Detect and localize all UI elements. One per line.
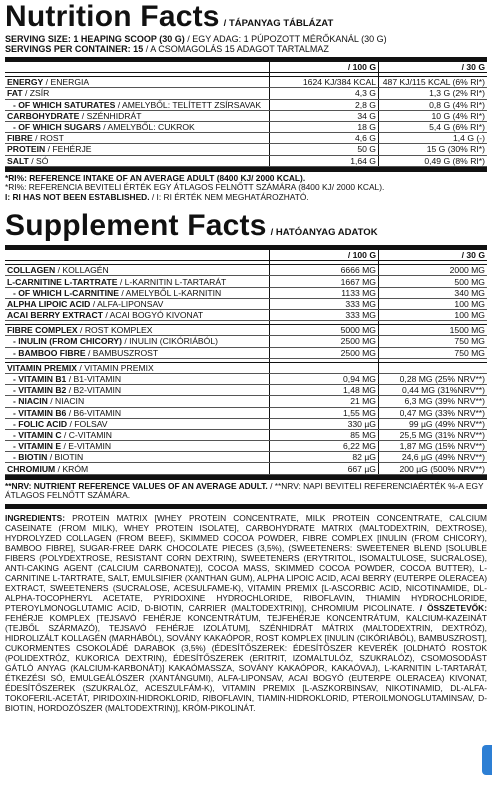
nutrient-name-hu: / SZÉNHIDRÁT — [79, 110, 142, 121]
nutrient-name-en: PROTEIN — [7, 144, 46, 155]
ingredient-name-en: ALPHA LIPOIC ACID — [7, 298, 91, 309]
nutrition-title: Nutrition Facts — [5, 0, 220, 33]
value-100g: 82 µG — [270, 452, 379, 463]
ri-note-bold: I: RI HAS NOT BEEN ESTABLISHED. — [5, 192, 150, 203]
ingredient-name-hu: / NIACIN — [47, 396, 85, 407]
value-30g: 6,3 MG (39% NRV**) — [379, 396, 488, 407]
ingredients-label-hu: / ÖSSZETEVŐK: — [419, 603, 488, 614]
ingredient-name-en: - VITAMIN B6 — [13, 407, 67, 418]
label-panel — [5, 0, 487, 713]
supplement-row — [5, 347, 487, 358]
ingredient-name-hu: / B1-VITAMIN — [66, 374, 122, 385]
value-100g: 50 G — [270, 144, 379, 155]
nutrition-row — [5, 121, 487, 132]
ingredient-name-en: L-CARNITINE L-TARTRATE — [7, 276, 118, 287]
header-blank — [5, 62, 270, 73]
nutrient-name — [5, 77, 270, 88]
supplement-table-header — [5, 250, 487, 261]
header-blank — [5, 250, 270, 261]
nutrient-name — [5, 144, 270, 155]
ingredient-name — [5, 396, 270, 407]
ingredients-hu: FEHÉRJE KOMPLEX [TEJSAVÓ FEHÉRJE KONCENTRÁTUM, TEJFEHÉRJE KONCENTRÁTUM, KALCIUM-KAZEINÁT (TEJBŐL SZÁRMAZÓ), TEJSAVÓ FEHÉRJE IZOLÁTUM], SZÉNHIDRÁT MÁTRIX (MALTODEXTRIN, DEXTRÓZ), HIDROLIZÁLT KOLLAGÉN (MARHÁBÓL), SOVÁNY KAKAÓPOR, ROST KOMPLEX [INULIN (CIKÓRIÁBÓL), BAMBUSZROST], CUKORMENTES CSOKOLÁDÉ DARABOK (3,5%) (ÉDESÍTŐSZEREK: ÉDESÍTŐSZER KEVERÉK [OLDHATÓ ROSTOK (POLIDEXTRÓZ, KUKORICA DEXTRIN), ÉDESÍTŐSZEREK (ERITRIT, IZOMALTULÓZ, SZUKRALÓZ), CSOMOSODÁST GÁTLÓ ANYAG (KALCIUM-KARBONÁT)] KAKAÓMASSZA, SOVÁNY KAKAÓPOR, KAKAÓVAJ), L-KARNITIN L-TARTARÁT, ÉTKEZÉSI SÓ, EMULGEÁLÓSZER (XANTÁNGUMI), ALFA-LIPONSAV, ACAI BOGYÓ (EUTERPE OLERACEA) KIVONAT, ÉDESÍTŐSZEREK (SZUKRALÓZ, ACESZULFÁM-K), VITAMIN PREMIX [L-ASZKORBINSAV, NIKOTINAMID, DL-ALFA-TOKOFERIL-ACETÁT, PIRIDOXIN-HIDROKLORID, RIBOFLAVIN, TIAMIN-HIDROKLORID, PTEROILMONOGLUTAMINSAV, D-BIOTIN, HORDOZÓSZER (MALTODEXTRIN)], KRÓM-PIKOLINÁT. — [5, 613, 487, 714]
supplement-row — [5, 336, 487, 347]
ingredient-name-en: - INULIN (FROM CHICORY) — [13, 336, 122, 347]
divider — [5, 504, 487, 509]
supplement-row — [5, 298, 487, 309]
ingredient-name-en: - VITAMIN C — [13, 429, 62, 440]
value-30g: 1,4 G (-) — [379, 133, 488, 144]
serving-size-hu: / EGY ADAG: 1 PÚPOZOTT MÉRŐKANÁL (30 G) — [184, 34, 387, 44]
value-100g: 34 G — [270, 110, 379, 121]
value-30g: 1,87 MG (15% NRV**) — [379, 441, 488, 452]
value-100g: 1133 MG — [270, 287, 379, 298]
nrv-note-en: **NRV: NUTRIENT REFERENCE VALUES OF AN AVERAGE ADULT. — [5, 480, 268, 491]
supplement-row — [5, 265, 487, 276]
ingredient-name-hu: / KRÓM — [55, 463, 89, 474]
ingredient-name-en: - BAMBOO FIBRE — [13, 347, 86, 358]
nutrition-row — [5, 88, 487, 99]
value-100g: 333 MG — [270, 310, 379, 321]
nutrition-row — [5, 77, 487, 88]
ingredient-name — [5, 463, 270, 474]
supplement-row — [5, 287, 487, 298]
ingredient-name-en: ACAI BERRY EXTRACT — [7, 310, 103, 321]
nutrient-name-en: SALT — [7, 155, 29, 166]
value-100g: 21 MG — [270, 396, 379, 407]
ingredient-name — [5, 265, 270, 276]
value-100g: 330 µG — [270, 418, 379, 429]
ingredient-name — [5, 336, 270, 347]
value-30g: 500 MG — [379, 276, 488, 287]
supplement-row — [5, 325, 487, 336]
nutrient-name-hu: / ENERGIA — [43, 77, 90, 88]
nutrient-name-hu: / ROST — [32, 133, 64, 144]
value-100g: 5000 MG — [270, 325, 379, 336]
divider — [5, 167, 487, 172]
value-30g: 0,44 MG (31%NRV**) — [379, 385, 488, 396]
ingredient-name — [5, 287, 270, 298]
nutrient-name-hu: / ZSÍR — [22, 88, 50, 99]
nutrient-name-en: FAT — [7, 88, 23, 99]
ingredient-name-en: - VITAMIN E — [13, 441, 62, 452]
nutrient-name-en: FIBRE — [7, 133, 33, 144]
value-30g: 10 G (4% RI*) — [379, 110, 488, 121]
value-30g: 0,8 G (4% RI*) — [379, 99, 488, 110]
value-100g: 4,3 G — [270, 88, 379, 99]
ingredient-name — [5, 407, 270, 418]
supplement-row — [5, 429, 487, 440]
nutrition-row — [5, 144, 487, 155]
ingredient-name-hu: / ALFA-LIPONSAV — [90, 298, 164, 309]
ingredient-name — [5, 298, 270, 309]
supplement-table — [5, 250, 487, 475]
nutrient-name-en: - OF WHICH SUGARS — [13, 122, 101, 133]
nutrient-name-hu: / SÓ — [28, 155, 49, 166]
divider — [5, 475, 487, 480]
ingredient-name-en: - BIOTIN — [13, 452, 48, 463]
nutrient-name — [5, 121, 270, 132]
value-30g: 25,5 MG (31% NRV**) — [379, 429, 488, 440]
value-30g: 100 MG — [379, 298, 488, 309]
ri-note-text: / I: RI ÉRTÉK NEM MEGHATÁROZHATÓ. — [149, 192, 309, 203]
serving-size — [5, 34, 487, 44]
supplement-row — [5, 385, 487, 396]
value-30g: 0,28 MG (25% NRV**) — [379, 373, 488, 384]
serving-size-label: SERVING SIZE: 1 HEAPING SCOOP (30 G) — [5, 34, 185, 44]
ingredient-name-hu: / ACAI BOGYÓ KIVONAT — [102, 310, 204, 321]
supplement-row — [5, 463, 487, 474]
value-100g: 1667 MG — [270, 276, 379, 287]
ingredient-name-hu: / BAMBUSZROST — [85, 347, 159, 358]
ri-notes — [5, 174, 487, 203]
value-100g: 1,55 MG — [270, 407, 379, 418]
value-30g: 5,4 G (6% RI*) — [379, 121, 488, 132]
ingredient-name — [5, 373, 270, 384]
nutrient-name — [5, 110, 270, 121]
ri-note-line — [5, 193, 487, 203]
ingredient-name — [5, 347, 270, 358]
ingredient-name-en: VITAMIN PREMIX — [7, 362, 78, 373]
ingredient-name-hu: / E-VITAMIN — [61, 441, 112, 452]
ingredient-name-hu: / BIOTIN — [47, 452, 84, 463]
value-100g: 85 MG — [270, 429, 379, 440]
nutrient-name — [5, 155, 270, 166]
nutrient-name — [5, 88, 270, 99]
value-100g: 1624 KJ/384 KCAL — [270, 77, 379, 88]
value-100g: 1,64 G — [270, 155, 379, 166]
ingredient-name — [5, 276, 270, 287]
supplement-row — [5, 396, 487, 407]
value-30g: 0,49 G (8% RI*) — [379, 155, 488, 166]
value-30g: 0,47 MG (33% NRV**) — [379, 407, 488, 418]
value-30g: 487 KJ/115 KCAL (6% RI*) — [379, 77, 488, 88]
value-100g: 6,22 MG — [270, 441, 379, 452]
ri-note-text: *RI%: REFERENCIA BEVITELI ÉRTÉK EGY ÁTLAGOS FELNŐTT SZÁMÁRA (8400 KJ/ 2000 KCAL). — [5, 182, 385, 193]
value-30g: 99 µG (49% NRV**) — [379, 418, 488, 429]
value-100g: 2,8 G — [270, 99, 379, 110]
value-30g: 200 µG (500% NRV**) — [379, 463, 488, 474]
ingredient-name-hu: / INULIN (CIKÓRIÁBÓL) — [122, 336, 218, 347]
nutrition-table — [5, 62, 487, 167]
corner-tab — [482, 745, 492, 775]
value-100g: 667 µG — [270, 463, 379, 474]
col-30g: / 30 G — [379, 250, 488, 261]
value-30g: 2000 MG — [379, 265, 488, 276]
value-100g: 0,94 MG — [270, 373, 379, 384]
supplement-row — [5, 310, 487, 321]
ingredient-name-en: FIBRE COMPLEX — [7, 325, 78, 336]
ingredient-name-en: - VITAMIN B1 — [13, 374, 67, 385]
ingredient-name-hu: / KOLLAGÉN — [55, 265, 109, 276]
ingredient-name — [5, 441, 270, 452]
supplement-row — [5, 418, 487, 429]
col-100g: / 100 G — [270, 62, 379, 73]
value-30g: 1,3 G (2% RI*) — [379, 88, 488, 99]
ingredient-name-hu: / C-VITAMIN — [61, 429, 112, 440]
nutrient-name-hu: / AMELYBŐL: CUKROK — [100, 122, 195, 133]
ingredient-name — [5, 418, 270, 429]
ingredients-text — [5, 513, 487, 713]
supplement-header — [5, 209, 487, 243]
value-30g: 1500 MG — [379, 325, 488, 336]
ingredient-name-en: - VITAMIN B2 — [13, 385, 67, 396]
nutrition-row — [5, 110, 487, 121]
supplement-row — [5, 362, 487, 373]
value-30g: 340 MG — [379, 287, 488, 298]
col-30g: / 30 G — [379, 62, 488, 73]
ingredient-name-en: COLLAGEN — [7, 265, 56, 276]
nutrient-name-en: - OF WHICH SATURATES — [13, 99, 116, 110]
value-30g: 24,6 µG (49% NRV**) — [379, 452, 488, 463]
nutrient-name-en: CARBOHYDRATE — [7, 110, 80, 121]
ingredient-name-hu: / B2-VITAMIN — [66, 385, 122, 396]
nutrient-name — [5, 99, 270, 110]
value-100g: 4,6 G — [270, 133, 379, 144]
nutrition-subtitle: / TÁPANYAG TÁBLÁZAT — [223, 18, 334, 29]
ingredient-name-hu: / VITAMIN PREMIX — [77, 362, 154, 373]
value-30g: 750 MG — [379, 347, 488, 358]
ingredient-name-en: - NIACIN — [13, 396, 48, 407]
ingredient-name — [5, 362, 270, 373]
supplement-row — [5, 276, 487, 287]
servings-per-container — [5, 44, 487, 54]
ingredients-en: PROTEIN MATRIX [WHEY PROTEIN CONCENTRATE, MILK PROTEIN CONCENTRATE, CALCIUM CASEINATE (FROM MILK), WHEY PROTEIN ISOLATE], CARBOHYDRATE MATRIX (MALTODEXTRIN, DEXTROSE), HYDROLYZED COLLAGEN (FROM BEEF), SKIMMED COCOA POWDER, FIBRE COMPLEX [INULIN (FROM CHICORY), BAMBOO FIBRE], SUGAR-FREE DARK CHOCOLATE PIECES (3,5%), (SWEETENERS: SWEETENER BLEND [SOLUBLE FIBERS (POLYDEXTROSE, RESISTANT CORN DEXTRIN), SWEETENERS (ERYTRITOL, ISOMALTULOSE, SUCRALOSE), ANTI-CAKING AGENT (CALCIUM CARBONATE)], COCOA MASS, SKIMMED COCOA POWDER, COCOA BUTTER), L-CARNITINE L-TARTRATE, SALT, EMULSIFIER (XANTHAN GUM), ALPHA LIPOIC ACID, ACAI BERRY (EUTERPE OLERACEA) EXTRACT, SWEETENERS (SUCRALOSE, ACESULFAME-K), VITAMIN PREMIX [L-ASCORBIC ACID, NICOTINAMIDE, DL-ALPHA-TOCOPHERYL ACETATE, PYRIDOXINE HYDROCHLORIDE, RIBOFLAVIN, THIAMIN HYDROCHLORIDE, PTEROYLMONOGLUTAMIC ACID, D-BIOTIN, CARRIER (MALTODEXTRIN)], CHROMIUM PICOLINATE. — [5, 513, 487, 614]
nutrition-table-header — [5, 62, 487, 73]
ingredient-name-hu: / FOLSAV — [67, 418, 108, 429]
supplement-title: Supplement Facts — [5, 209, 267, 243]
nutrition-row — [5, 133, 487, 144]
ingredient-name-hu: / B6-VITAMIN — [66, 407, 122, 418]
value-100g: 18 G — [270, 121, 379, 132]
servings-label: SERVINGS PER CONTAINER: 15 — [5, 44, 144, 54]
servings-hu: / A CSOMAGOLÁS 15 ADAGOT TARTALMAZ — [143, 44, 329, 54]
ingredient-name-hu: / L-KARNITIN L-TARTARÁT — [117, 276, 227, 287]
value-100g: 1,48 MG — [270, 385, 379, 396]
col-100g: / 100 G — [270, 250, 379, 261]
value-30g: 750 MG — [379, 336, 488, 347]
value-100g: 6666 MG — [270, 265, 379, 276]
ri-note-bold: *RI%: REFERENCE INTAKE OF AN AVERAGE ADULT (8400 KJ/ 2000 KCAL). — [5, 172, 306, 183]
nutrition-row — [5, 155, 487, 166]
value-30g: 100 MG — [379, 310, 488, 321]
nutrient-name-hu: / FEHÉRJE — [45, 144, 92, 155]
value-100g: 2500 MG — [270, 336, 379, 347]
supplement-row — [5, 373, 487, 384]
value-30g: 15 G (30% RI*) — [379, 144, 488, 155]
supplement-row — [5, 441, 487, 452]
ingredients-label: INGREDIENTS: — [5, 513, 66, 524]
ingredient-name — [5, 452, 270, 463]
nutrient-name-hu: / AMELYBŐL: TELÍTETT ZSÍRSAVAK — [115, 99, 262, 110]
ingredient-name-hu: / ROST KOMPLEX — [77, 325, 153, 336]
value-30g — [379, 362, 488, 373]
nrv-note-hu: / **NRV: NAPI BEVITELI REFERENCIAÉRTÉK %-A EGY ÁTLAGOS FELNŐTT SZÁMÁRA. — [5, 480, 484, 501]
ingredient-name-en: CHROMIUM — [7, 463, 56, 474]
nutrient-name-en: ENERGY — [7, 77, 44, 88]
value-100g — [270, 362, 379, 373]
ingredient-name-en: - FOLIC ACID — [13, 418, 68, 429]
ingredient-name-hu: / AMELYBŐL L-KARNITIN — [118, 287, 222, 298]
nutrient-name — [5, 133, 270, 144]
ingredient-name — [5, 325, 270, 336]
supplement-row — [5, 452, 487, 463]
value-100g: 2500 MG — [270, 347, 379, 358]
nutrition-header — [5, 0, 487, 34]
value-100g: 333 MG — [270, 298, 379, 309]
ingredient-name — [5, 310, 270, 321]
ingredient-name-en: - OF WHICH L-CARNITINE — [13, 287, 119, 298]
supplement-row — [5, 407, 487, 418]
ingredient-name — [5, 385, 270, 396]
nrv-note — [5, 482, 487, 502]
supplement-subtitle: / HATÓANYAG ADATOK — [270, 227, 378, 239]
nutrition-row — [5, 99, 487, 110]
ingredient-name — [5, 429, 270, 440]
